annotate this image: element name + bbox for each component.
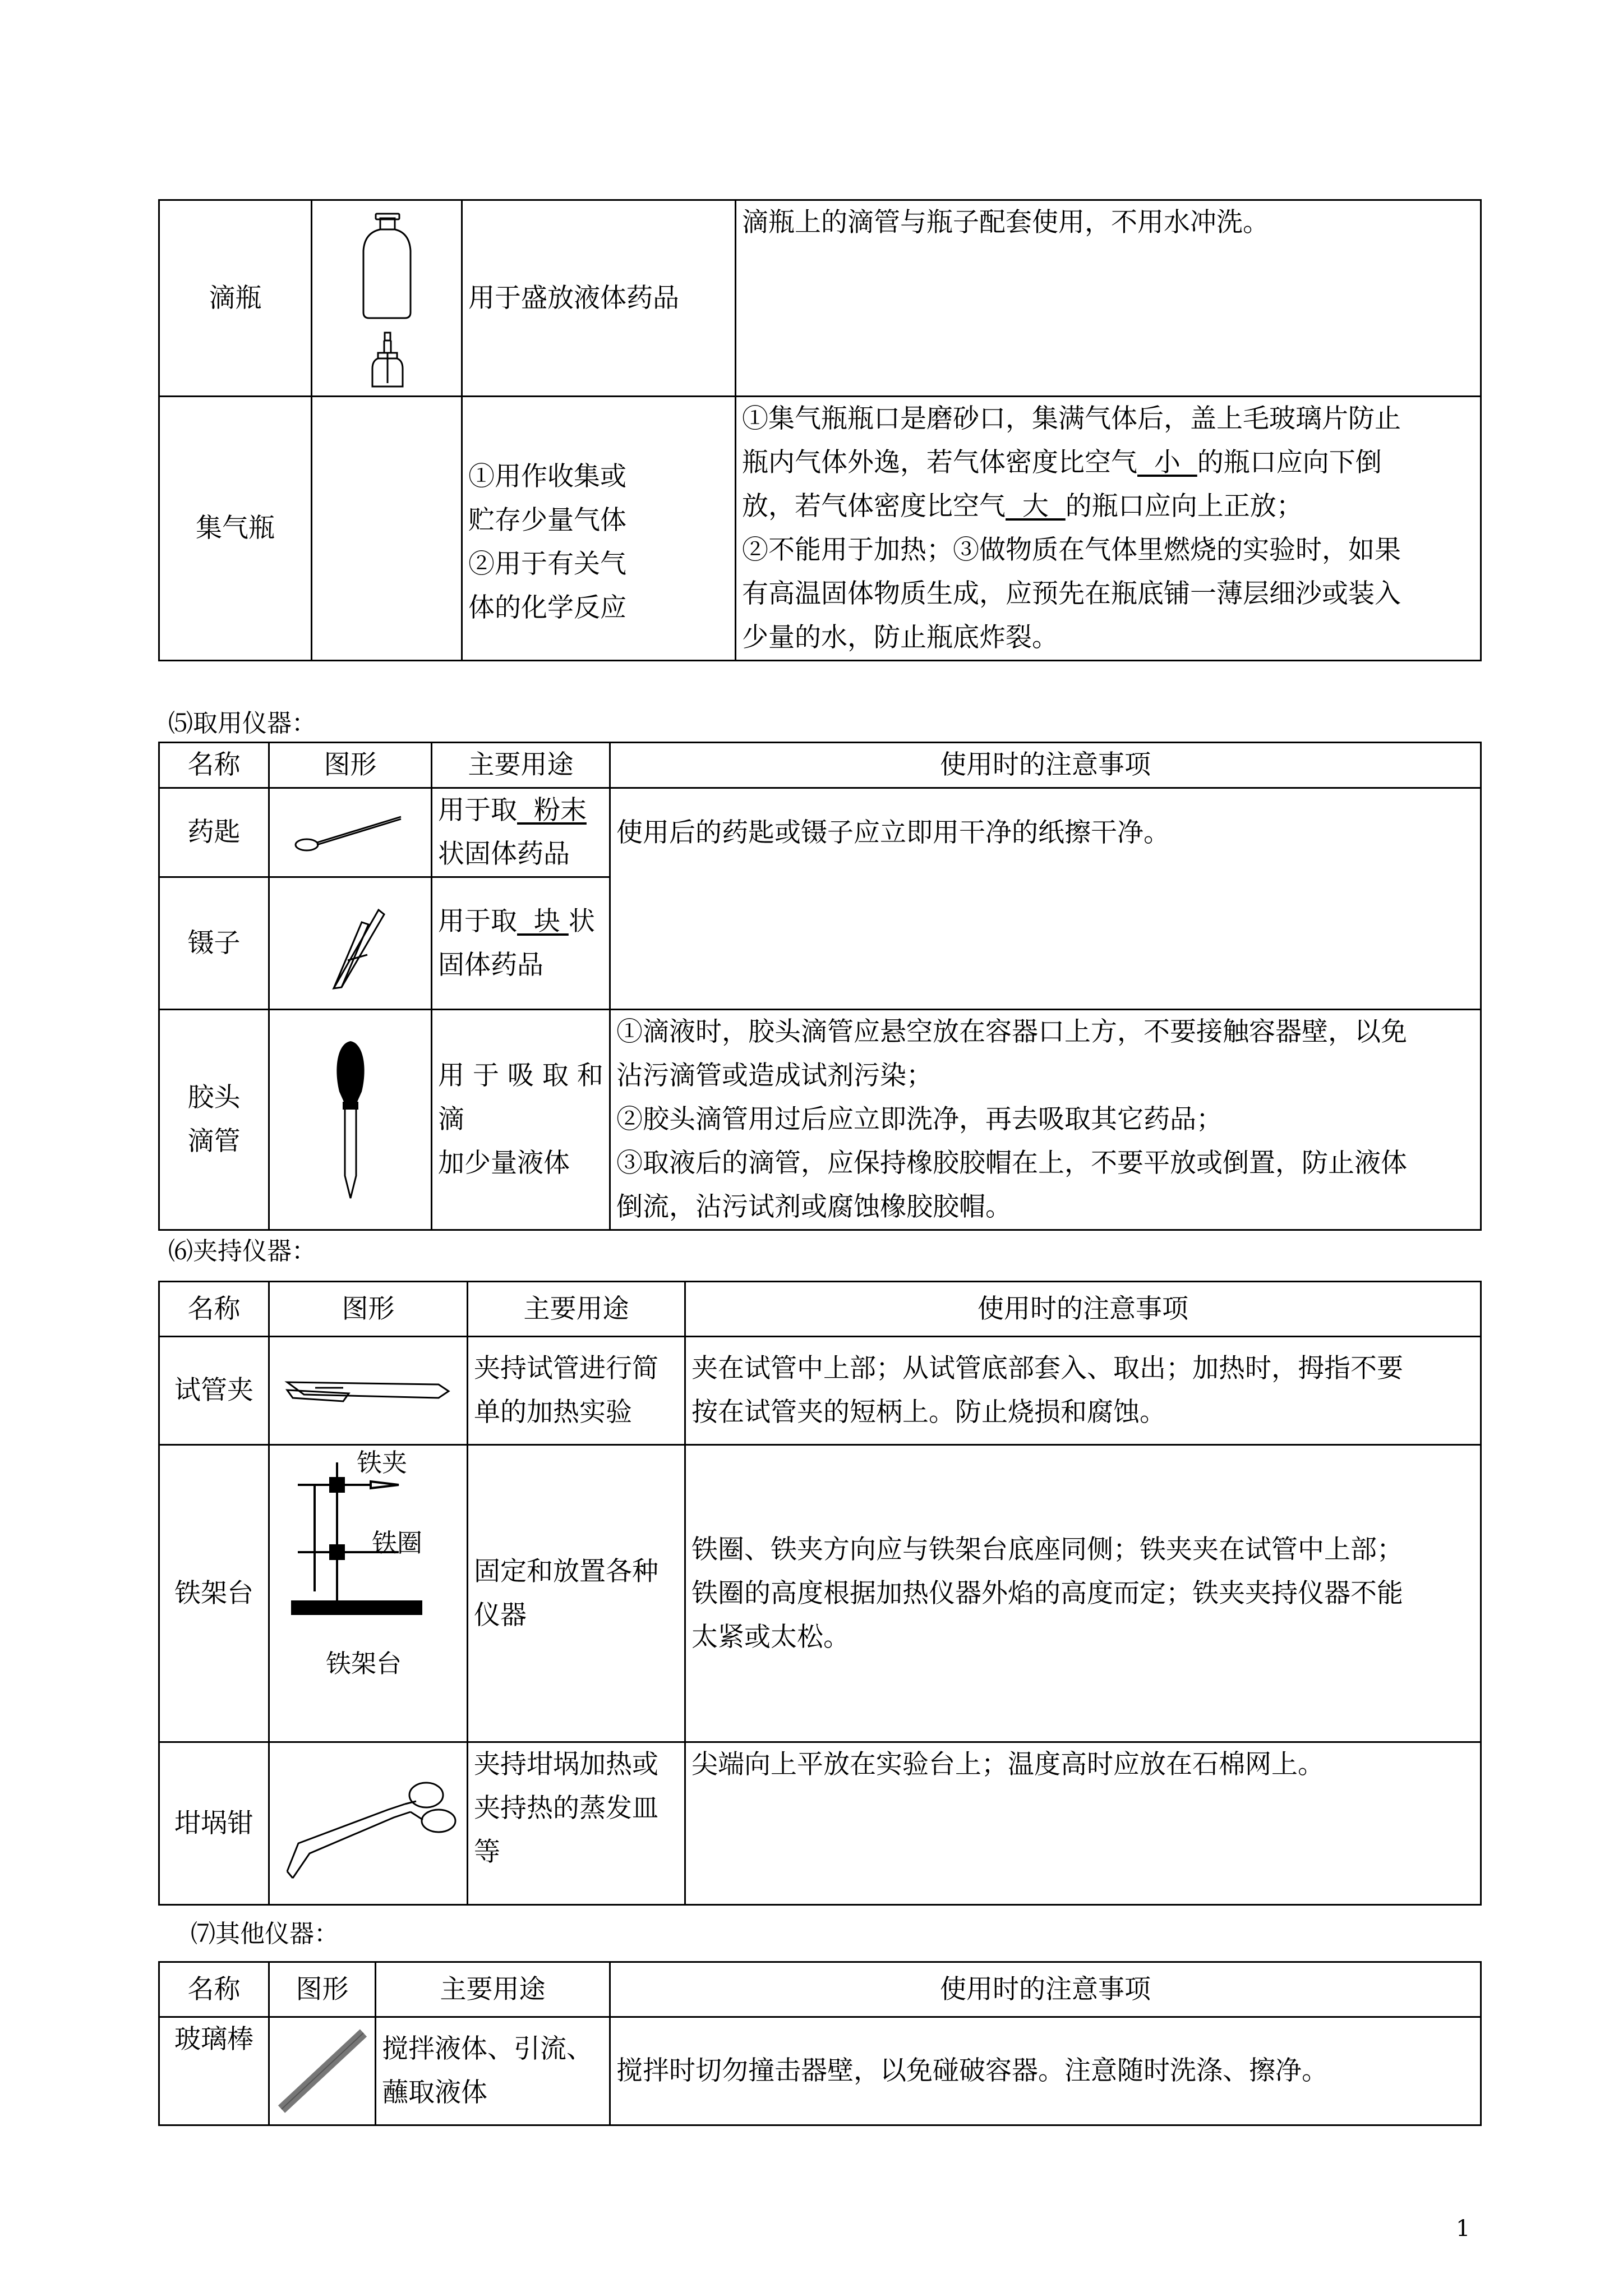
figure-cell [312,200,462,397]
glass-rod-figure [275,2026,370,2116]
figure-cell [269,877,432,1010]
table-row [159,1337,1481,1445]
section-heading: ⑸取用仪器： [168,709,316,738]
figure-cell [269,2017,376,2125]
iron-stand-label: 铁架台 [326,1649,402,1678]
notes-cell: 夹在试管中上部；从试管底部套入、取出；加热时，拇指不要 按在试管夹的短柄上。防止烧损和腐蚀。 [685,1337,1481,1445]
answer-blank: 粉末 [517,795,587,826]
dropper-figure [322,1036,379,1204]
crucible-tongs-figure [276,1759,461,1888]
section6-table [158,1281,1482,1906]
name-cell: 胶头 滴管 [159,1010,269,1230]
tweezers-figure [294,887,407,1000]
figure-cell [269,788,432,877]
header-cell: 图形 [269,743,432,788]
use-cell: ①用作收集或 贮存少量气体 ②用于有关气 体的化学反应 [462,397,736,661]
table-row [159,1445,1481,1742]
header-cell: 名称 [159,743,269,788]
table-row [159,1010,1481,1230]
figure-cell [269,1445,468,1742]
name-cell: 滴瓶 [159,200,312,397]
table-row [159,397,1481,661]
answer-blank: 小 [1137,447,1197,478]
use-cell: 夹持试管进行简 单的加热实验 [468,1337,685,1445]
header-cell: 主要用途 [432,743,610,788]
table-header-row [159,1962,1481,2017]
iron-ring-label: 铁圈 [372,1528,423,1558]
table-row [159,2017,1481,2125]
notes-cell: ①集气瓶瓶口是磨砂口，集满气体后，盖上毛玻璃片防止 瓶内气体外逸，若气体密度比空气 小 的瓶口应向下倒 放，若气体密度比空气 大 的瓶口应向上正放； ②不能用于加热；③做物质在气体里燃烧的实验时，如果 有高温固体物质生成，应预先在瓶底铺一薄层细沙或装入 少量的水，防止瓶底炸裂。 [736,397,1481,661]
header-cell: 使用时的注意事项 [610,1962,1481,2017]
figure-cell [269,1337,468,1445]
use-cell: 用于取 块 状 固体药品 [432,877,610,1010]
table-row [159,200,1481,397]
table-header-row [159,1282,1481,1337]
section7-table [158,1961,1482,2126]
answer-blank: 大 [1006,491,1066,522]
answer-blank: 块 [517,905,569,937]
use-cell: 夹持坩埚加热或 夹持热的蒸发皿 等 [468,1742,685,1905]
name-cell: 药匙 [159,788,269,877]
header-cell: 主要用途 [468,1282,685,1337]
figure-cell [312,397,462,661]
header-cell: 使用时的注意事项 [685,1282,1481,1337]
header-cell: 名称 [159,1962,269,2017]
header-cell: 主要用途 [376,1962,610,2017]
use-cell: 用于盛放液体药品 [462,200,736,397]
container-table [158,199,1482,661]
iron-clamp-label: 铁夹 [357,1448,408,1478]
page-number: 1 [1456,2216,1470,2242]
use-cell: 用 于 吸 取 和 滴 加少量液体 [432,1010,610,1230]
header-cell: 图形 [269,1282,468,1337]
name-cell: 铁架台 [159,1445,269,1742]
name-cell: 镊子 [159,877,269,1010]
header-cell: 图形 [269,1962,376,2017]
table-header-row [159,743,1481,788]
figure-cell [269,1742,468,1905]
use-cell: 搅拌液体、引流、 蘸取液体 [376,2017,610,2125]
notes-cell: ①滴液时，胶头滴管应悬空放在容器口上方，不要接触容器壁，以免 沾污滴管或造成试剂污染； ②胶头滴管用过后应立即洗净，再去吸取其它药品； ③取液后的滴管，应保持橡胶胶帽在上，不要平放或倒置，防止液体 倒流，沾污试剂或腐蚀橡胶胶帽。 [610,1010,1481,1230]
section-heading: ⑺其他仪器： [191,1920,339,1948]
dropper-bottle-figure [353,206,421,391]
notes-cell: 铁圈、铁夹方向应与铁架台底座同侧；铁夹夹在试管中上部； 铁圈的高度根据加热仪器外焰的高度而定；铁夹夹持仪器不能 太紧或太松。 [685,1445,1481,1742]
section5-table [158,742,1482,1231]
use-cell: 固定和放置各种 仪器 [468,1445,685,1742]
notes-cell: 滴瓶上的滴管与瓶子配套使用，不用水冲洗。 [736,200,1481,397]
name-cell: 集气瓶 [159,397,312,661]
name-cell: 玻璃棒 [159,2017,269,2125]
header-cell: 名称 [159,1282,269,1337]
name-cell: 试管夹 [159,1337,269,1445]
figure-cell [269,1010,432,1230]
notes-cell: 搅拌时切勿撞击器壁，以免碰破容器。注意随时洗涤、擦净。 [610,2017,1481,2125]
table-row [159,788,1481,877]
name-cell: 坩埚钳 [159,1742,269,1905]
use-cell: 用于取 粉末 状固体药品 [432,788,610,877]
spatula-figure [289,799,412,866]
notes-cell: 尖端向上平放在实验台上；温度高时应放在石棉网上。 [685,1742,1481,1905]
section-heading: ⑹夹持仪器： [168,1237,316,1266]
test-tube-holder-figure [282,1365,455,1416]
header-cell: 使用时的注意事项 [610,743,1481,788]
notes-cell: 使用后的药匙或镊子应立即用干净的纸擦干净。 [610,788,1481,1010]
table-row [159,1742,1481,1905]
